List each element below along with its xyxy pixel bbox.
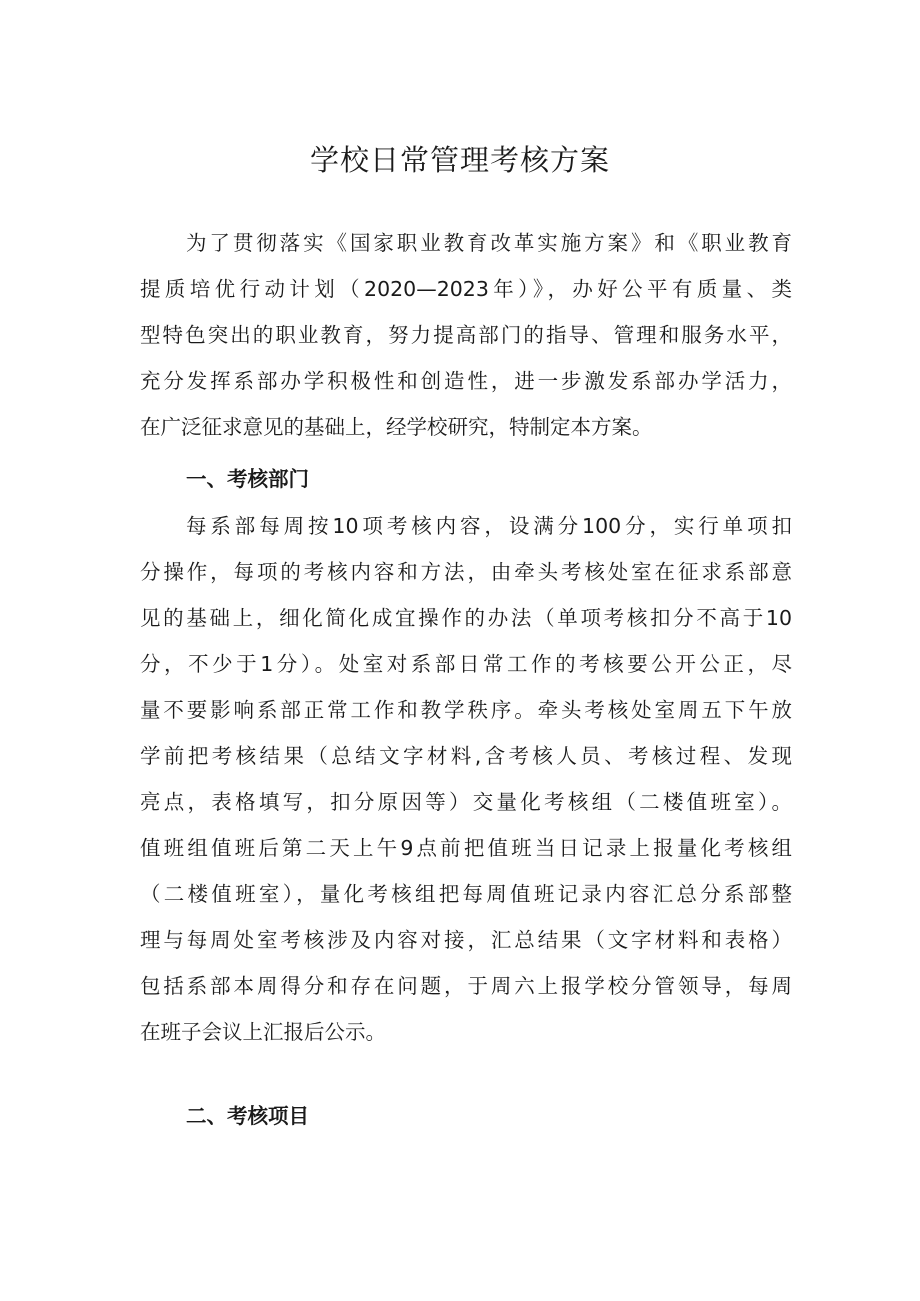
section1-line: 在班子会议上汇报后公示。 [140, 1020, 386, 1044]
section1-paragraph [140, 503, 792, 1055]
section1-line: 量不要影响系部正常工作和教学秩序。牵头考核处室周五下午放 [140, 698, 792, 722]
intro-line: 在广泛征求意见的基础上，经学校研究，特制定本方案。 [140, 415, 653, 439]
section-heading-items: 二、考核项目 [186, 1104, 309, 1128]
section-heading-departments: 一、考核部门 [186, 467, 309, 491]
section1-line: 每系部每周按10项考核内容，设满分100分，实行单项扣 [186, 514, 792, 538]
section1-line: 学前把考核结果（总结文字材料,含考核人员、考核过程、发现 [140, 744, 792, 768]
section1-line: 理与每周处室考核涉及内容对接，汇总结果（文字材料和表格） [140, 928, 792, 952]
document-title: 学校日常管理考核方案 [309, 143, 610, 177]
section1-line: 包括系部本周得分和存在问题，于周六上报学校分管领导，每周 [140, 974, 792, 998]
section1-line: 见的基础上，细化简化成宜操作的办法（单项考核扣分不高于10 [140, 606, 792, 630]
intro-line: 型特色突出的职业教育，努力提高部门的指导、管理和服务水平， [140, 323, 792, 347]
section1-line: 亮点，表格填写，扣分原因等）交量化考核组（二楼值班室）。 [140, 790, 792, 814]
intro-line: 为了贯彻落实《国家职业教育改革实施方案》和《职业教育 [186, 231, 792, 255]
intro-paragraph [140, 220, 792, 450]
intro-line: 提质培优行动计划（2020—2023年）》，办好公平有质量、类 [140, 277, 792, 301]
section1-line: 分，不少于1分）。处室对系部日常工作的考核要公开公正，尽 [140, 652, 792, 676]
section1-line: （二楼值班室），量化考核组把每周值班记录内容汇总分系部整 [140, 882, 792, 906]
intro-line: 充分发挥系部办学积极性和创造性，进一步激发系部办学活力， [140, 369, 792, 393]
section1-line: 值班组值班后第二天上午9点前把值班当日记录上报量化考核组 [140, 836, 792, 860]
section1-line: 分操作，每项的考核内容和方法，由牵头考核处室在征求系部意 [140, 560, 792, 584]
